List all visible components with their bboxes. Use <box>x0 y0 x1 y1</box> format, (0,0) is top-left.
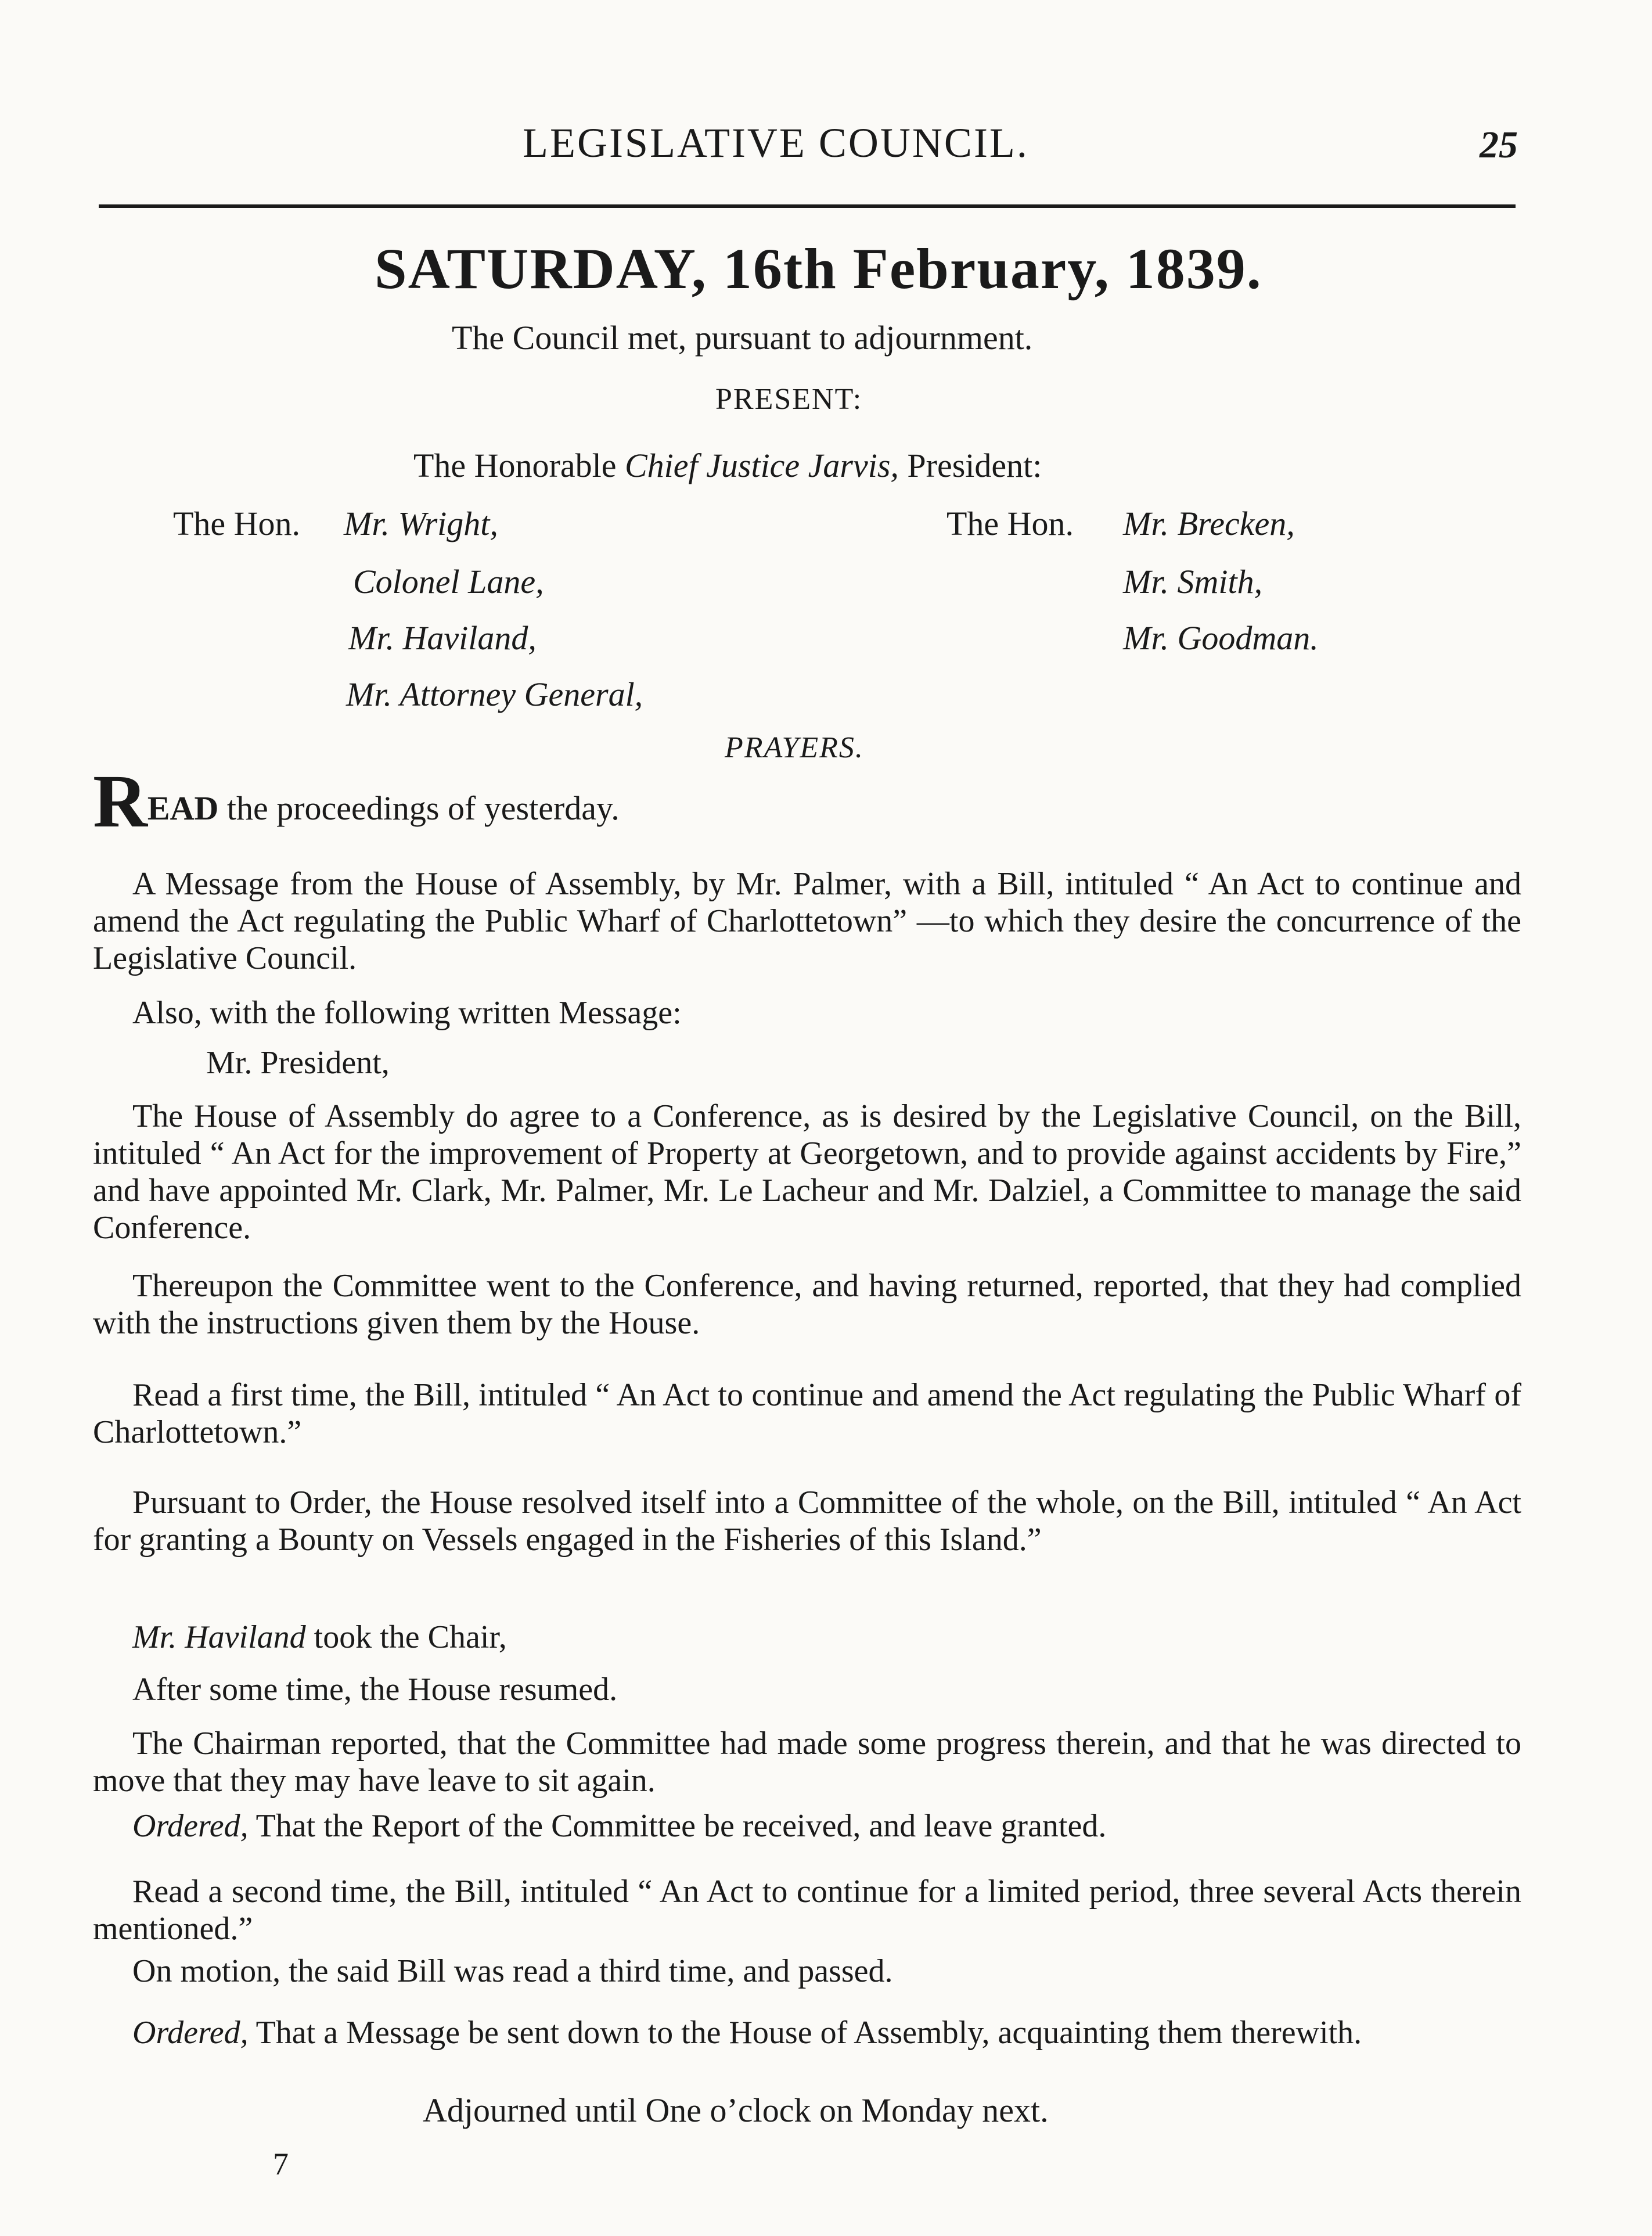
president-suffix: President: <box>907 447 1042 484</box>
paragraph-salutation: Mr. President, <box>206 1045 390 1081</box>
member-right-2: Mr. Smith, <box>1123 563 1263 601</box>
member-right-1: Mr. Brecken, <box>1123 505 1295 542</box>
present-label: PRESENT: <box>715 383 863 416</box>
ordered-label: Ordered, <box>132 1808 249 1844</box>
chair-name: Mr. Haviland <box>132 1619 306 1655</box>
drop-cap: R <box>93 760 147 843</box>
members-right-prefix: The Hon. <box>946 505 1074 542</box>
paragraph-pursuant: Pursuant to Order, the House resolved itself into a Committee of the whole, on the Bill, intituled “ An Act for granting a Bounty on Vessels engaged in the Fisheries of this Island.” <box>93 1484 1521 1558</box>
page-number: 25 <box>1480 124 1518 166</box>
signature-mark: 7 <box>273 2147 289 2181</box>
met-line: The Council met, pursuant to adjournment. <box>452 319 1033 357</box>
paragraph-message: A Message from the House of Assembly, by Mr. Palmer, with a Bill, intituled “ An Act to continue and amend the Act regulating the Public Wharf of Charlottetown” —to which they desire the concurrence of the Legislative Council. <box>93 866 1521 976</box>
adjourned-line: Adjourned until One o’clock on Monday next. <box>423 2091 1049 2129</box>
paragraph-resumed: After some time, the House resumed. <box>132 1671 618 1707</box>
paragraph-ordered-message <box>93 2014 1521 2051</box>
ordered-report-rest: That the Report of the Committee be received, and leave granted. <box>248 1808 1107 1844</box>
president-name: Chief Justice Jarvis, <box>624 447 899 484</box>
read-line-rest: the proceedings of yesterday. <box>218 789 620 827</box>
member-left-2: Colonel Lane, <box>353 563 544 601</box>
paragraph-first-reading: Read a first time, the Bill, intituled “ An Act to continue and amend the Act regulating the Public Wharf of Charlottetown.” <box>93 1377 1521 1450</box>
paragraph-chairman-reported: The Chairman reported, that the Committee had made some progress therein, and that he was directed to move that they may have leave to sit again. <box>93 1725 1521 1799</box>
read-line <box>93 760 620 843</box>
date-title: SATURDAY, 16th February, 1839. <box>375 236 1262 301</box>
member-left-1: Mr. Wright, <box>344 505 498 542</box>
paragraph-chair <box>93 1619 1521 1656</box>
read-word-rest: EAD <box>147 789 219 827</box>
ordered-label: Ordered, <box>132 2015 249 2051</box>
president-prefix: The Honorable <box>413 447 617 484</box>
header-rule <box>99 204 1516 208</box>
paragraph-second-reading: Read a second time, the Bill, intituled “ An Act to continue for a limited period, three several Acts therein mentioned.” <box>93 1874 1521 1947</box>
member-right-3: Mr. Goodman. <box>1123 619 1319 657</box>
member-left-4: Mr. Attorney General, <box>346 675 643 713</box>
ordered-message-rest: That a Message be sent down to the House of Assembly, acquainting them therewith. <box>248 2015 1362 2051</box>
chair-rest: took the Chair, <box>305 1619 507 1655</box>
paragraph-third-reading: On motion, the said Bill was read a third time, and passed. <box>132 1953 893 1989</box>
paragraph-also: Also, with the following written Message: <box>132 995 682 1031</box>
running-head: LEGISLATIVE COUNCIL. <box>523 120 1029 166</box>
member-left-3: Mr. Haviland, <box>348 619 537 657</box>
president-line <box>413 446 1042 485</box>
paragraph-ordered-report <box>93 1807 1521 1845</box>
prayers-label: PRAYERS. <box>725 731 864 764</box>
paragraph-conference: The House of Assembly do agree to a Conference, as is desired by the Legislative Council, on the Bill, intituled “ An Act for the improvement of Property at Georgetown, and to provide against accidents by Fire,” and have appointed Mr. Clark, Mr. Palmer, Mr. Le Lacheur and Mr. Dalziel, a Committee to manage the said Conference. <box>93 1098 1521 1246</box>
paragraph-thereupon: Thereupon the Committee went to the Conference, and having returned, reported, that they had complied with the instructions given them by the House. <box>93 1268 1521 1341</box>
members-left-prefix: The Hon. <box>173 505 301 542</box>
